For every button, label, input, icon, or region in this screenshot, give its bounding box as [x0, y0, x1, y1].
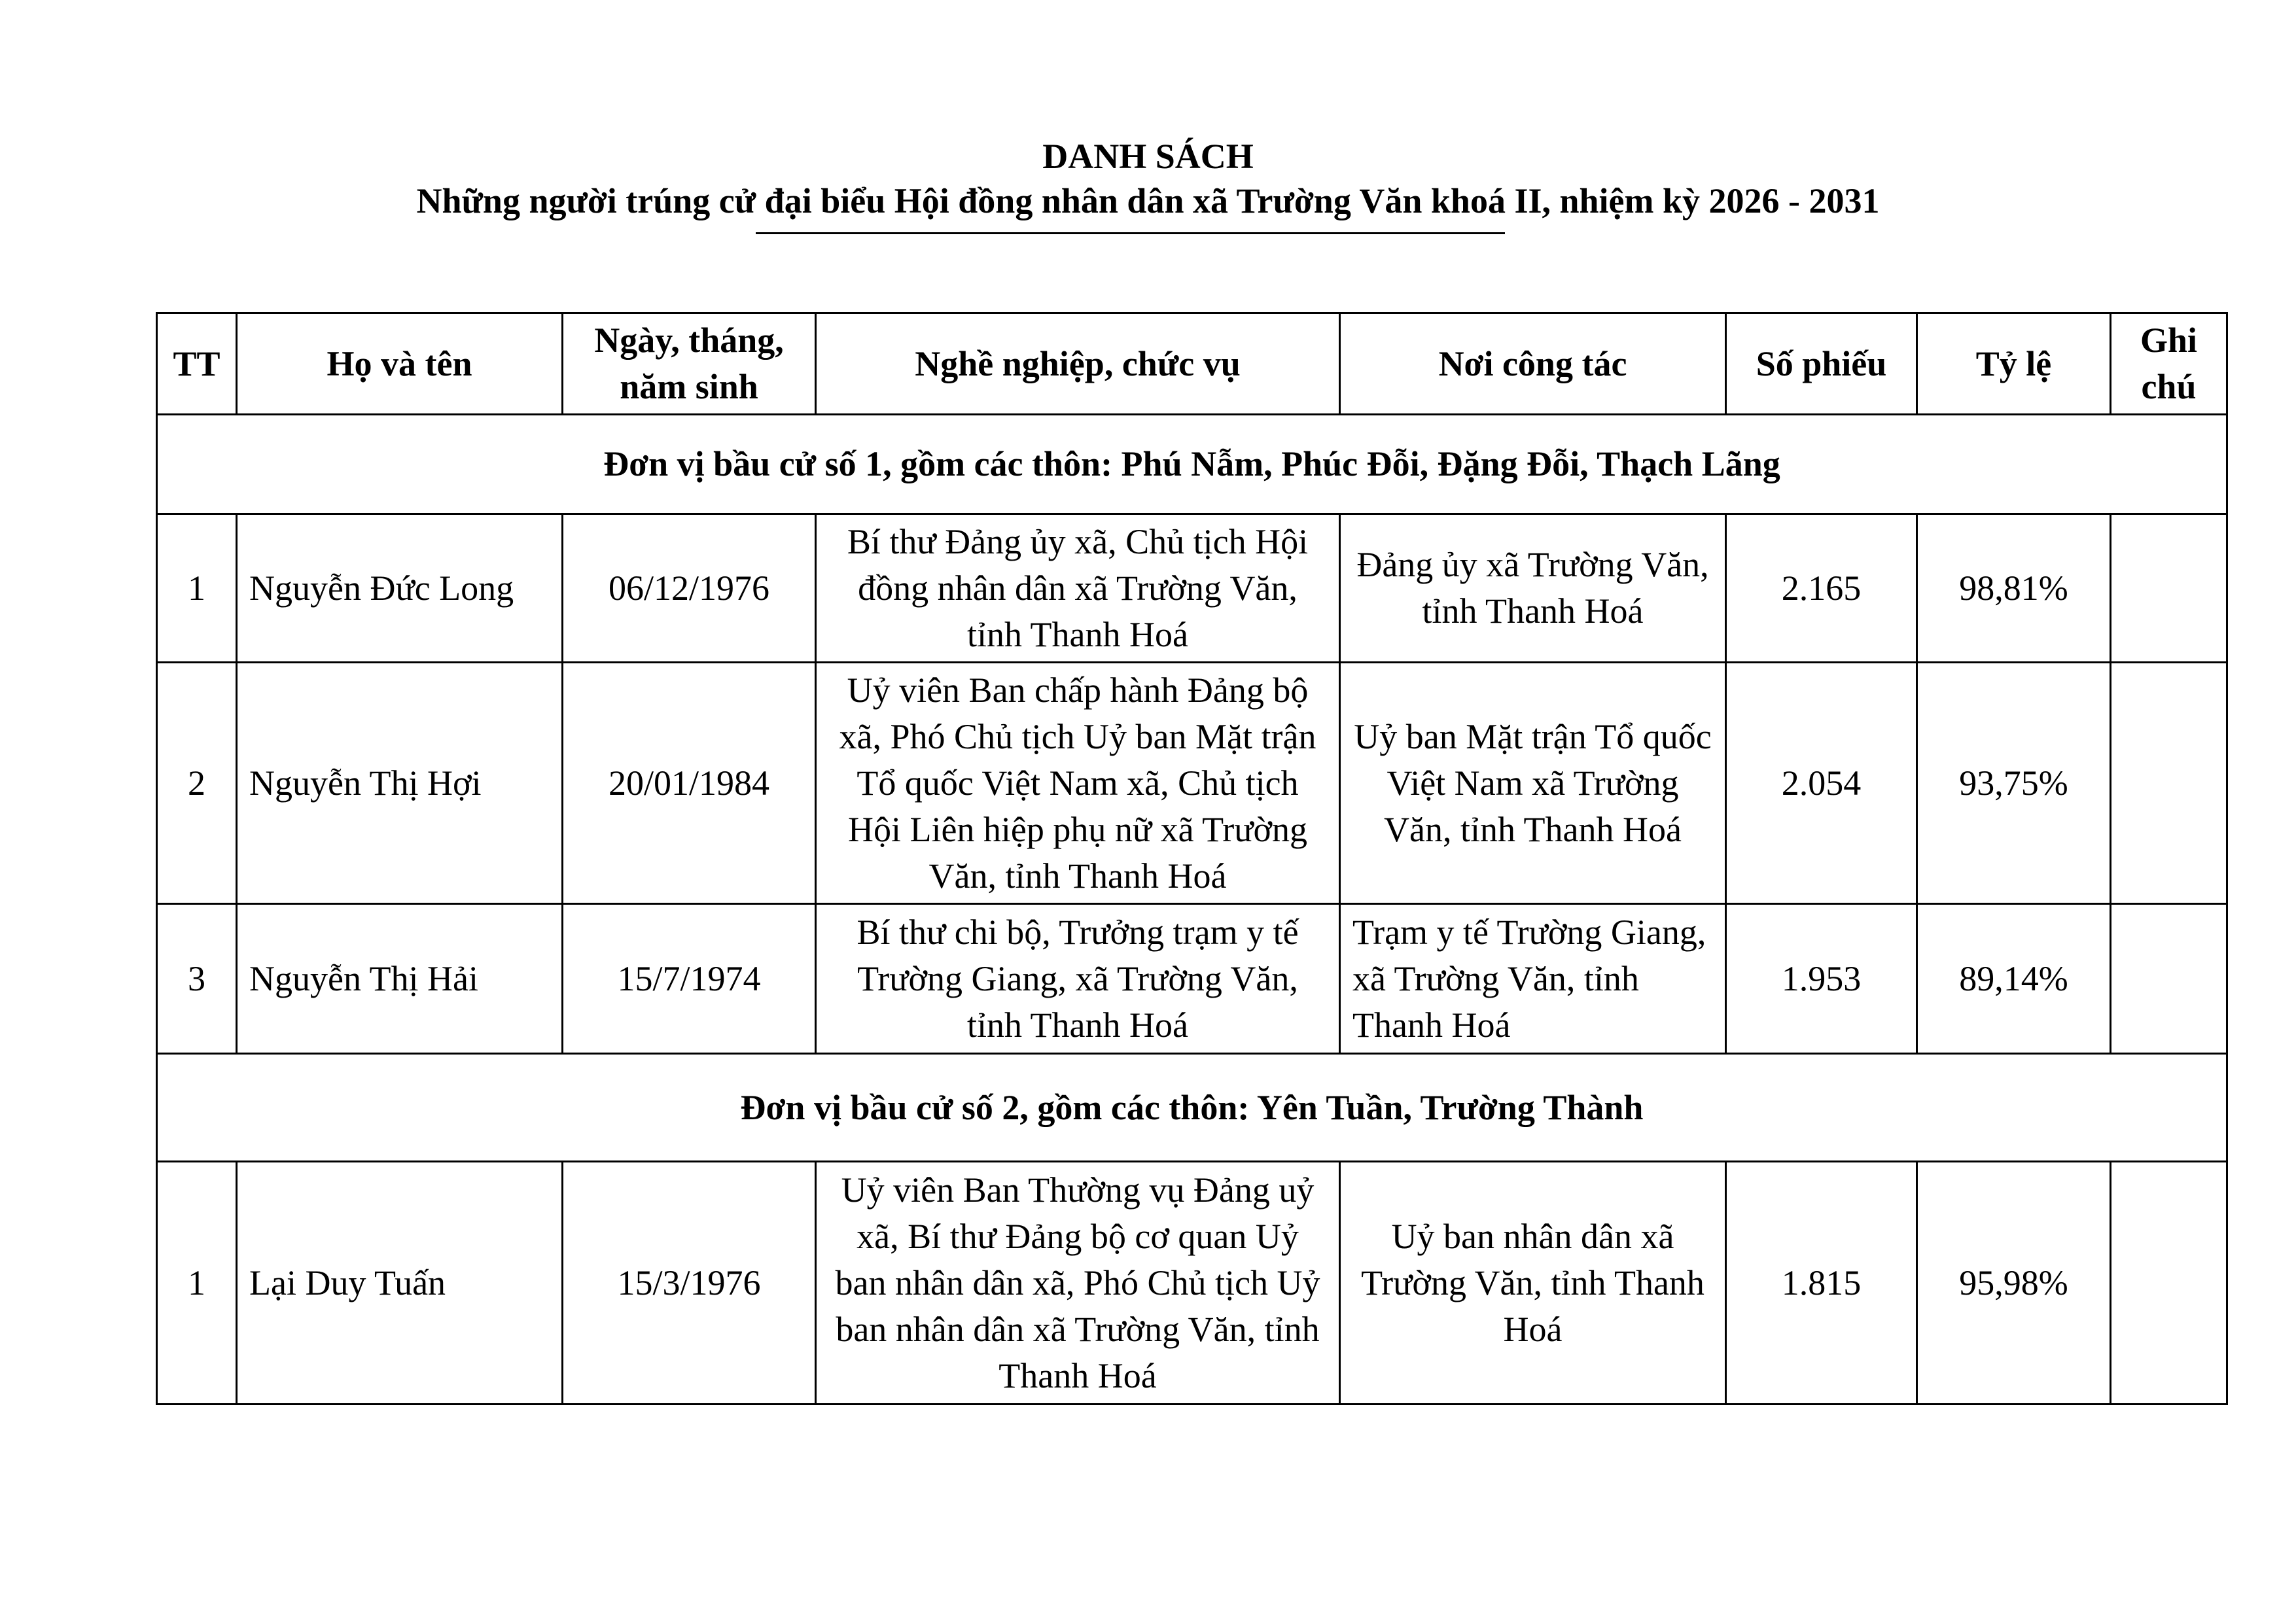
cell-workplace: Đảng ủy xã Trường Văn, tỉnh Thanh Hoá [1340, 514, 1726, 663]
cell-note [2111, 514, 2227, 663]
cell-dob: 15/7/1974 [563, 904, 816, 1054]
header-note [2111, 313, 2227, 415]
cell-note [2111, 663, 2227, 904]
cell-name: Nguyễn Thị Hợi [237, 663, 563, 904]
header-workplace: Nơi công tác [1340, 313, 1726, 415]
table-row [157, 1162, 2227, 1405]
document-title: DANH SÁCH [1042, 137, 1254, 176]
cell-job: Bí thư Đảng ủy xã, Chủ tịch Hội đồng nhân dân xã Trường Văn, tỉnh Thanh Hoá [816, 514, 1340, 663]
header-ratio: Tỷ lệ [1917, 313, 2111, 415]
cell-dob: 06/12/1976 [563, 514, 816, 663]
group-label: Đơn vị bầu cử số 1, gồm các thôn: Phú Nẫm, Phúc Đỗi, Đặng Đỗi, Thạch Lãng [157, 415, 2227, 514]
cell-workplace: Uỷ ban Mặt trận Tổ quốc Việt Nam xã Trường Văn, tỉnh Thanh Hoá [1340, 663, 1726, 904]
cell-job: Uỷ viên Ban chấp hành Đảng bộ xã, Phó Chủ tịch Uỷ ban Mặt trận Tổ quốc Việt Nam xã, Chủ tịch Hội Liên hiệp phụ nữ xã Trường Văn, tỉnh Thanh Hoá [816, 663, 1340, 904]
cell-name: Lại Duy Tuấn [237, 1162, 563, 1405]
cell-votes: 1.953 [1726, 904, 1917, 1054]
cell-tt: 2 [157, 663, 237, 904]
cell-name: Nguyễn Thị Hải [237, 904, 563, 1054]
group-row [157, 1054, 2227, 1162]
cell-tt: 3 [157, 904, 237, 1054]
cell-ratio: 89,14% [1917, 904, 2111, 1054]
cell-dob: 15/3/1976 [563, 1162, 816, 1405]
table-row [157, 514, 2227, 663]
table-row [157, 663, 2227, 904]
header-job: Nghề nghiệp, chức vụ [816, 313, 1340, 415]
cell-job: Uỷ viên Ban Thường vụ Đảng uỷ xã, Bí thư Đảng bộ cơ quan Uỷ ban nhân dân xã, Phó Chủ tịch Uỷ ban nhân dân xã Trường Văn, tỉnh Thanh Hoá [816, 1162, 1340, 1405]
header-votes: Số phiếu [1726, 313, 1917, 415]
cell-note [2111, 1162, 2227, 1405]
header-note-line1: Ghi [2140, 321, 2198, 360]
document-subtitle: Những người trúng cử đại biểu Hội đồng nhân dân xã Trường Văn khoá II, nhiệm kỳ 2026 - 2031 [416, 181, 1880, 220]
cell-ratio: 93,75% [1917, 663, 2111, 904]
results-table [156, 312, 2228, 1405]
cell-ratio: 98,81% [1917, 514, 2111, 663]
cell-workplace: Uỷ ban nhân dân xã Trường Văn, tỉnh Thanh Hoá [1340, 1162, 1726, 1405]
header-row [157, 313, 2227, 415]
cell-ratio: 95,98% [1917, 1162, 2111, 1405]
cell-workplace: Trạm y tế Trường Giang, xã Trường Văn, tỉnh Thanh Hoá [1340, 904, 1726, 1054]
header-name: Họ và tên [237, 313, 563, 415]
header-note-line2: chú [2141, 367, 2197, 406]
cell-votes: 1.815 [1726, 1162, 1917, 1405]
cell-votes: 2.054 [1726, 663, 1917, 904]
cell-votes: 2.165 [1726, 514, 1917, 663]
group-row [157, 415, 2227, 514]
cell-name: Nguyễn Đức Long [237, 514, 563, 663]
header-tt: TT [157, 313, 237, 415]
header-dob-line1: Ngày, tháng, [594, 321, 784, 360]
cell-note [2111, 904, 2227, 1054]
group-label: Đơn vị bầu cử số 2, gồm các thôn: Yên Tuần, Trường Thành [157, 1054, 2227, 1162]
cell-tt: 1 [157, 514, 237, 663]
header-dob-line2: năm sinh [620, 367, 758, 406]
cell-job: Bí thư chi bộ, Trưởng trạm y tế Trường Giang, xã Trường Văn, tỉnh Thanh Hoá [816, 904, 1340, 1054]
cell-dob: 20/01/1984 [563, 663, 816, 904]
title-underline [756, 232, 1505, 234]
header-dob [563, 313, 816, 415]
table-row [157, 904, 2227, 1054]
cell-tt: 1 [157, 1162, 237, 1405]
